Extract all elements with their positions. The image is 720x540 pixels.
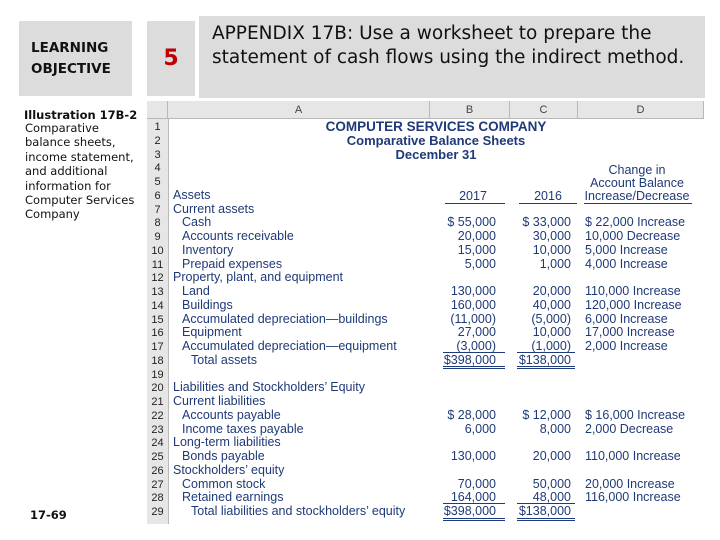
cell-label: Liabilities and Stockholders’ Equity [173,380,366,395]
cell-label: Property, plant, and equipment [173,270,344,285]
cell-2016: $138,000 [518,352,571,367]
cell-label: Buildings [182,297,233,312]
cell-2016: 10,000 [532,325,571,340]
row-number[interactable]: 5 [154,176,161,188]
cell-label: Total liabilities and stockholders’ equity [191,504,406,518]
row-number[interactable]: 29 [151,506,164,518]
cell-2016: 20,000 [532,449,571,463]
cell-label: Income taxes payable [182,421,304,436]
cell-2017: $ 55,000 [447,215,496,230]
cell-label: Total assets [191,352,258,367]
row-number[interactable]: 20 [151,382,164,395]
spreadsheet [147,101,704,524]
cell-2016: 40,000 [532,297,571,312]
change-header-line1: Change in [608,163,666,177]
cell-2017: 70,000 [457,476,496,491]
company-title: COMPUTER SERVICES COMPANY [325,119,547,134]
cell-label: Assets [173,187,211,202]
row-number[interactable]: 26 [151,464,164,477]
cell-label: Equipment [182,325,242,340]
row-number[interactable]: 19 [151,368,164,381]
cell-2017: 15,000 [457,242,496,257]
row-number-column [147,119,169,524]
cell-2016: 20,000 [532,284,571,298]
cell-label: Common stock [182,476,266,491]
row-number[interactable]: 16 [151,327,164,340]
change-header-line3: Increase/Decrease [584,189,690,203]
cell-change: 17,000 Increase [585,325,675,340]
row-number[interactable]: 25 [151,451,164,463]
cell-2017: 130,000 [450,284,496,298]
row-number[interactable]: 10 [151,244,164,257]
change-header-underline [584,203,692,204]
cell-2017: 160,000 [450,297,496,312]
cell-change: 110,000 Increase [585,284,681,298]
cell-2016: (5,000) [531,311,571,326]
cell-change: 120,000 Increase [585,297,682,312]
row-number[interactable]: 22 [151,409,164,422]
row-number[interactable]: 6 [154,189,161,202]
select-all-corner[interactable] [147,101,168,119]
cell-change: 5,000 Increase [585,242,668,257]
cell-label: Long-term liabilities [173,435,281,450]
cell-2016: $138,000 [518,504,571,518]
cell-2016: 30,000 [532,229,571,243]
row-number[interactable]: 7 [154,203,161,216]
row-number[interactable]: 18 [151,354,164,367]
row-number[interactable]: 28 [151,492,164,505]
cell-change: 2,000 Decrease [585,421,674,436]
cell-label: Cash [182,215,212,230]
year-header-2017-underline [445,203,505,204]
cell-2016: $ 33,000 [522,215,571,230]
cell-label: Current liabilities [173,394,266,408]
cell-label: Current assets [173,201,255,216]
cell-label: Prepaid expenses [182,256,283,271]
cell-2017: 20,000 [457,229,496,243]
cell-change: $ 16,000 Increase [585,407,686,422]
cell-change: 20,000 Increase [585,476,675,491]
double-underline-c-29 [517,518,575,521]
row-number[interactable]: 8 [154,217,161,230]
row-number[interactable]: 21 [151,396,164,408]
cell-change: 4,000 Increase [585,256,668,271]
cell-change: 10,000 Decrease [585,229,681,243]
cell-label: Land [182,284,210,298]
cell-label: Accumulated depreciation—equipment [182,339,397,353]
cell-2017: $ 28,000 [447,407,496,422]
cell-2017: 6,000 [464,421,496,436]
cell-2016: 48,000 [532,490,571,505]
row-number[interactable]: 1 [154,121,161,133]
cell-change: 6,000 Increase [585,311,668,326]
cell-change: $ 22,000 Increase [585,215,686,230]
cell-label: Stockholders’ equity [173,462,285,477]
row-number[interactable]: 12 [151,272,164,285]
row-number[interactable]: 14 [151,299,164,312]
illustration-description: Comparative balance sheets, income statement, and additional information for Computer Services Company [25,121,135,222]
cell-2017: 164,000 [450,490,496,505]
cell-2017: (3,000) [456,339,496,353]
cell-label: Accumulated depreciation—buildings [182,311,388,326]
cell-2017: (11,000) [450,311,496,326]
year-header-2017: 2017 [459,189,487,203]
cell-change: 2,000 Increase [585,339,668,353]
cell-2017: $398,000 [443,504,496,518]
statement-title: Comparative Balance Sheets [346,133,526,148]
slide-number: 17-69 [30,508,67,522]
cell-2017: $398,000 [443,352,496,367]
row-number[interactable]: 2 [154,134,161,147]
row-number[interactable]: 13 [151,286,164,298]
cell-2017: 5,000 [464,256,496,271]
illustration-heading: Illustration 17B-2 [24,108,138,122]
row-number[interactable]: 4 [154,162,161,175]
double-underline-b-29 [443,518,505,521]
row-number[interactable]: 3 [154,148,161,161]
cell-2016: (1,000) [531,339,571,353]
cell-label: Inventory [182,242,234,257]
row-number[interactable]: 9 [154,231,161,243]
learning-objective-number: 5 [147,21,195,96]
cell-2016: 8,000 [539,421,571,436]
column-header-a[interactable]: A [168,101,430,119]
cell-2017: 130,000 [450,449,496,463]
cell-2017: 27,000 [457,325,496,340]
row-number[interactable]: 15 [151,313,164,326]
cell-2016: 10,000 [532,242,571,257]
statement-date: December 31 [395,147,477,162]
slide-title: APPENDIX 17B: Use a worksheet to prepare the statement of cash flows using the indirect method. [212,23,685,68]
cell-label: Accounts payable [182,407,281,422]
cell-label: Accounts receivable [182,229,294,243]
row-number[interactable]: 24 [151,437,164,450]
year-header-2016: 2016 [534,189,562,203]
cell-change: 116,000 Increase [585,490,681,505]
row-number[interactable]: 23 [151,423,164,436]
column-header-d[interactable]: D [578,101,704,119]
cell-2016: $ 12,000 [522,407,571,422]
cell-2016: 50,000 [532,476,571,491]
row-number[interactable]: 17 [151,341,164,353]
learning-objective-label: LEARNING OBJECTIVE [31,40,111,77]
column-header-c[interactable]: C [510,101,578,119]
row-number[interactable]: 27 [151,478,164,491]
column-header-b[interactable]: B [430,101,510,119]
change-header-line2: Account Balance [590,176,684,190]
year-header-2016-underline [519,203,577,204]
cell-label: Bonds payable [182,449,265,463]
cell-label: Retained earnings [182,490,284,505]
cell-change: 110,000 Increase [585,449,681,463]
row-number[interactable]: 11 [151,258,164,271]
cell-2016: 1,000 [539,256,571,271]
